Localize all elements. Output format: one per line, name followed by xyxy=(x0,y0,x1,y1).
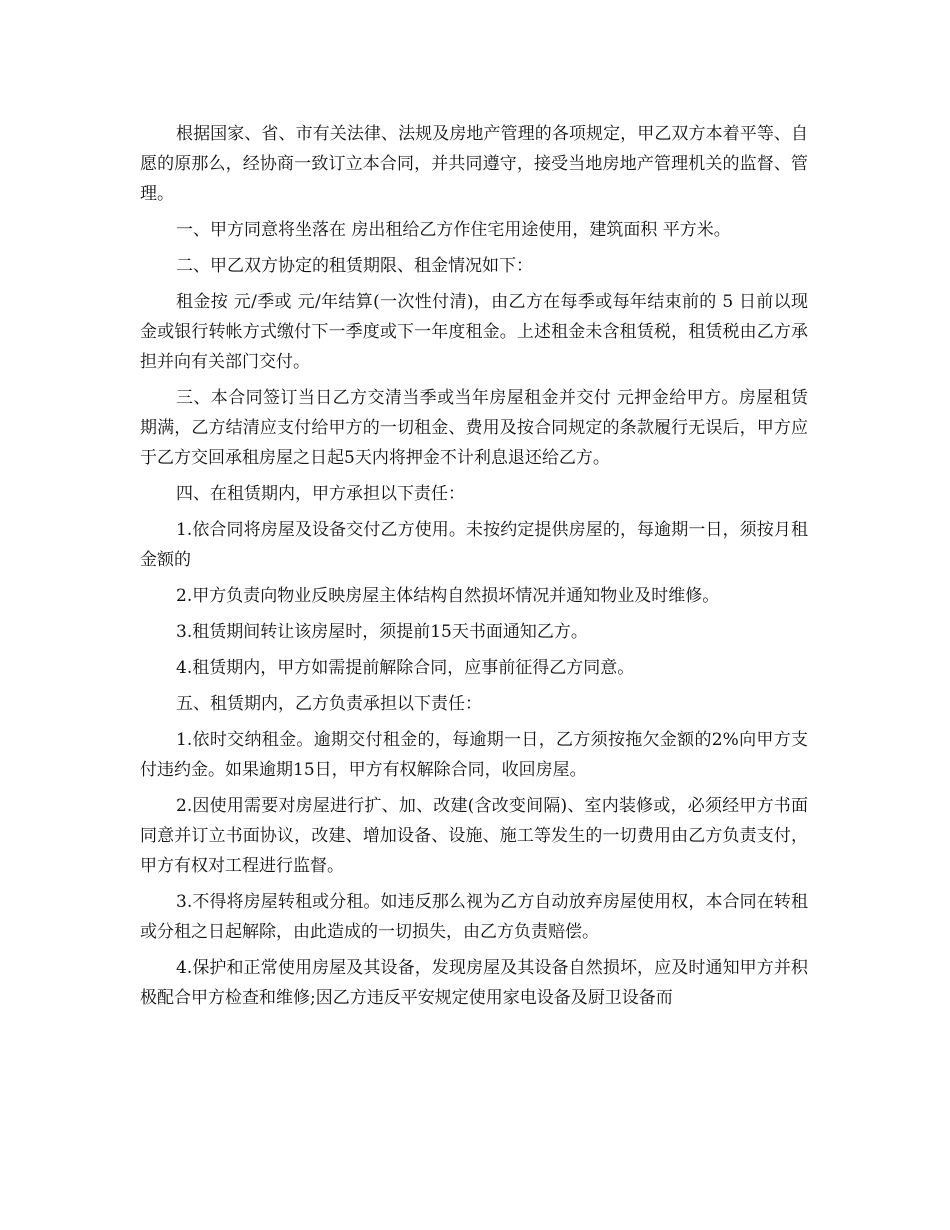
paragraph-clause-4-item-3: 3.租赁期间转让该房屋时，须提前15天书面通知乙方。 xyxy=(176,622,588,642)
document-body xyxy=(140,119,808,1019)
paragraph-clause-5-item-1: 1.依时交纳租金。逾期交付租金的，每逾期一日，乙方须按拖欠金额的2%向甲方支付违约金。如果逾期15日，甲方有权解除合同，收回房屋。 xyxy=(140,730,808,780)
paragraph-clause-4-item-1: 1.依合同将房屋及设备交付乙方使用。未按约定提供房屋的，每逾期一日，须按月租金额的 xyxy=(140,520,808,570)
paragraph-clause-5-item-4: 4.保护和正常使用房屋及其设备，发现房屋及其设备自然损坏，应及时通知甲方并积极配合甲方检查和维修;因乙方违反平安规定使用家电设备及厨卫设备而 xyxy=(140,958,808,1008)
paragraph-clause-3: 三、本合同签订当日乙方交清当季或当年房屋租金并交付 元押金给甲方。房屋租赁期满，乙方结清应支付给甲方的一切租金、费用及按合同规定的条款履行无误后，甲方应于乙方交回承租房屋之日起5天内将押金不计利息退还给乙方。 xyxy=(140,388,808,468)
paragraph-clause-4-item-2: 2.甲方负责向物业反映房屋主体结构自然损坏情况并通知物业及时维修。 xyxy=(176,586,720,606)
paragraph-clause-2: 二、甲乙双方协定的租赁期限、租金情况如下： xyxy=(176,256,533,276)
paragraph-clause-5: 五、租赁期内，乙方负责承担以下责任： xyxy=(176,694,482,714)
paragraph-rent-terms: 租金按 元/季或 元/年结算(一次性付清)，由乙方在每季或每年结束前的 5 日前以现金或银行转帐方式缴付下一季度或下一年度租金。上述租金未含租赁税，租赁税由乙方承担并向有关部门交付。 xyxy=(140,292,808,372)
paragraph-clause-1: 一、甲方同意将坐落在 房出租给乙方作住宅用途使用，建筑面积 平方米。 xyxy=(176,220,731,240)
paragraph-preamble: 根据国家、省、市有关法律、法规及房地产管理的各项规定，甲乙双方本着平等、自愿的原那么，经协商一致订立本合同，并共同遵守，接受当地房地产管理机关的监督、管理。 xyxy=(140,124,808,204)
paragraph-clause-4-item-4: 4.租赁期内，甲方如需提前解除合同，应事前征得乙方同意。 xyxy=(176,658,635,678)
paragraph-clause-5-item-3: 3.不得将房屋转租或分租。如违反那么视为乙方自动放弃房屋使用权，本合同在转租或分租之日起解除，由此造成的一切损失，由乙方负责赔偿。 xyxy=(140,892,808,942)
paragraph-clause-4: 四、在租赁期内，甲方承担以下责任： xyxy=(176,484,465,504)
paragraph-clause-5-item-2: 2.因使用需要对房屋进行扩、加、改建(含改变间隔)、室内装修或，必须经甲方书面同意并订立书面协议，改建、增加设备、设施、施工等发生的一切费用由乙方负责支付，甲方有权对工程进行监督。 xyxy=(140,796,808,876)
